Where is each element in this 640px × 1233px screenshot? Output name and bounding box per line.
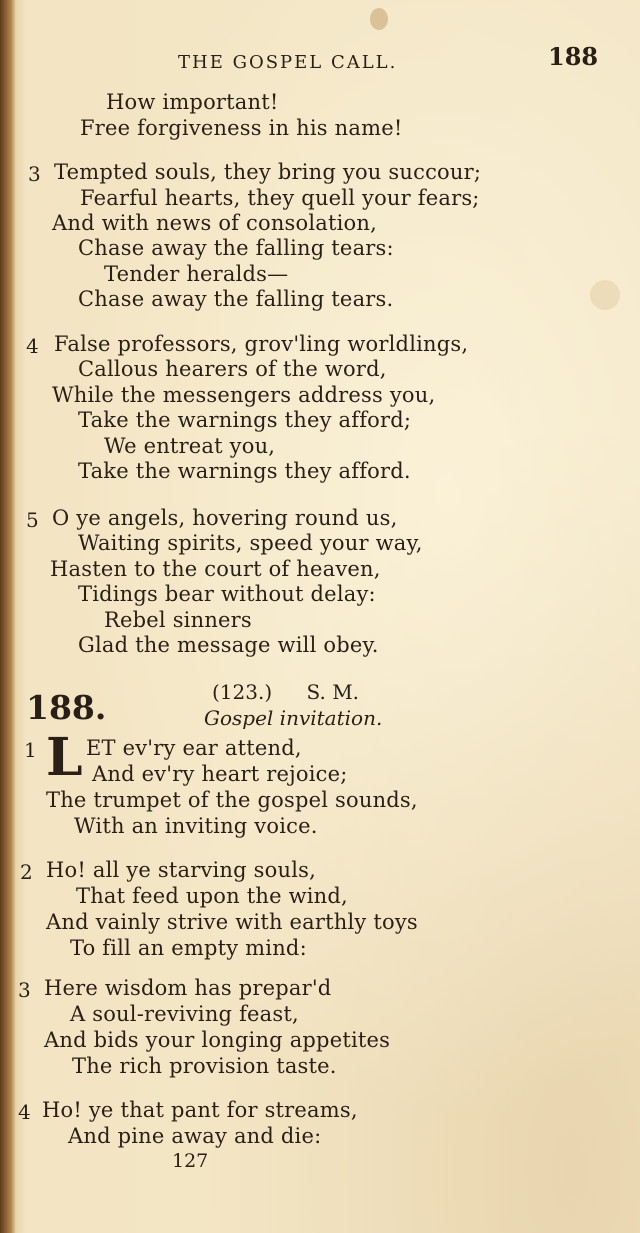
verse-line: Chase away the falling tears:	[78, 236, 394, 260]
verse-line: And with news of consolation,	[52, 211, 377, 235]
verse-line: ET ev'ry ear attend,	[86, 736, 302, 760]
running-header: THE GOSPEL CALL.	[178, 52, 398, 73]
stanza-number: 2	[20, 860, 33, 884]
book-spine	[0, 0, 16, 1233]
hymn-number: 188.	[26, 688, 107, 727]
verse-line: And ev'ry heart rejoice;	[92, 762, 348, 786]
verse-line: Chase away the falling tears.	[78, 287, 394, 311]
verse-line: Take the warnings they afford;	[78, 408, 412, 432]
verse-line: With an inviting voice.	[74, 814, 318, 838]
verse-line: That feed upon the wind,	[76, 884, 348, 908]
footer-page-number: 127	[172, 1150, 209, 1172]
hymn-meta	[212, 680, 387, 704]
verse-line: A soul-reviving feast,	[70, 1002, 299, 1026]
verse-line: Ho! ye that pant for streams,	[42, 1098, 358, 1122]
stanza-number: 3	[18, 978, 31, 1002]
stanza-number: 3	[28, 162, 41, 186]
verse-line: To fill an empty mind:	[70, 936, 307, 960]
verse-line: Hasten to the court of heaven,	[50, 557, 381, 581]
verse-line: While the messengers address you,	[52, 383, 436, 407]
paper-stain	[370, 8, 388, 30]
verse-line: And bids your longing appetites	[44, 1028, 391, 1052]
drop-cap: L	[46, 727, 83, 788]
verse-line: Here wisdom has prepar'd	[44, 976, 332, 1000]
verse-line: Callous hearers of the word,	[78, 357, 387, 381]
verse-line: How important!	[106, 90, 279, 114]
verse-line: Ho! all ye starving souls,	[46, 858, 316, 882]
stanza-number: 1	[24, 738, 37, 762]
verse-line: O ye angels, hovering round us,	[52, 506, 398, 530]
stanza-number: 4	[26, 334, 39, 358]
verse-line: The trumpet of the gospel sounds,	[46, 788, 418, 812]
verse-line: Take the warnings they afford.	[78, 459, 411, 483]
verse-line: Fearful hearts, they quell your fears;	[80, 186, 480, 210]
verse-line: Free forgiveness in his name!	[80, 116, 403, 140]
verse-line: And vainly strive with earthly toys	[46, 910, 418, 934]
paper-stain	[590, 280, 620, 310]
verse-line: False professors, grov'ling worldlings,	[54, 332, 469, 356]
meter: S. M.	[306, 680, 360, 704]
verse-line: Rebel sinners	[104, 608, 252, 632]
hymn-subtitle: Gospel invitation.	[204, 706, 383, 730]
verse-line: Tender heralds—	[104, 262, 289, 286]
verse-line: Tidings bear without delay:	[78, 582, 376, 606]
verse-line: Waiting spirits, speed your way,	[78, 531, 423, 555]
tune-reference: (123.)	[212, 680, 273, 704]
page-number: 188	[548, 42, 599, 71]
verse-line: The rich provision taste.	[72, 1054, 337, 1078]
verse-line: Tempted souls, they bring you succour;	[54, 160, 482, 184]
verse-line: We entreat you,	[104, 434, 276, 458]
verse-line: And pine away and die:	[68, 1124, 322, 1148]
stanza-number: 5	[26, 508, 39, 532]
stanza-number: 4	[18, 1100, 31, 1124]
verse-line: Glad the message will obey.	[78, 633, 379, 657]
